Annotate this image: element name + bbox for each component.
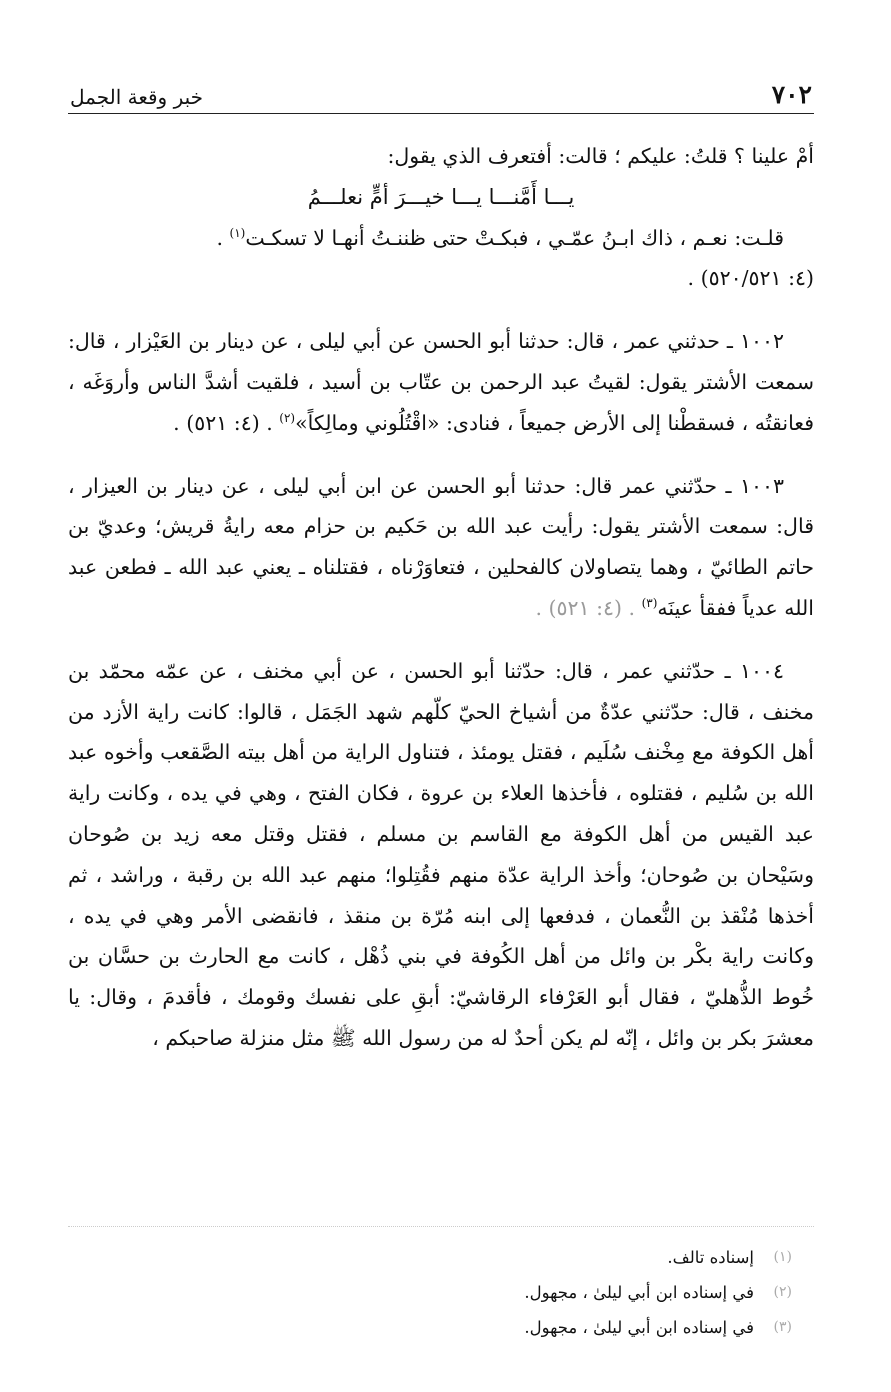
footnote-ref: (١) — [229, 225, 246, 240]
footnote — [68, 1240, 814, 1275]
paragraph-1004 — [68, 651, 814, 1059]
footnote-divider — [68, 1226, 814, 1228]
text-line: أمْ علينا ؟ قلتُ: عليكم ؛ قالت: أفتعرف الذي يقول: — [387, 144, 814, 168]
page-number: ٧٠٢ — [771, 80, 812, 109]
footnote-mark: (١) — [773, 1249, 792, 1265]
paragraph-1002 — [68, 321, 814, 443]
paragraph — [68, 218, 814, 300]
footnotes — [68, 1226, 814, 1345]
paragraph-text: ١٠٠٣ ـ حدّثني عمر قال: حدثنا أبو الحسن عن ابن أبي ليلى ، عن دينار بن العيزار ، قال: سمعت الأشتر يقول: رأيت عبد الله بن حَكيم بن حزام معه رايةُ قريش؛ وعديّ بن حاتم الطائيّ ، وهما يتصاولان كالفحلين ، فتعاوَرْناه ، فقتلناه ـ يعني عبد الله ـ فطعن عبد الله عدياً ففقأ عينَه — [68, 473, 814, 620]
paragraph-text: ١٠٠٤ ـ حدّثني عمر ، قال: حدّثنا أبو الحسن ، عن أبي مخنف ، عن عمّه محمّد بن مخنف ، قال: حدّثني عدّةٌ من أشياخ الحيّ كلّهم شهد الجَمَل ، قالوا: كانت راية الأزد من أهل الكوفة مع مِخْنف سُلَيم ، فقتل يومئذ ، فتناول الراية من أهل بيته الصَّقعب وأخوه عبد الله بن سُليم ، فقتلوه ، فأخذها العلاء بن عروة ، فكان الفتح ، وهي في يده ، وكانت راية عبد القيس من أهل الكوفة مع القاسم بن مسلم ، فقتل وقتل معه زيد بن صُوحان وسَيْحان بن صُوحان؛ وأخذ الراية عدّة منهم فقُتِلوا؛ منهم عبد الله بن رقبة ، وراشد ، ثم أخذها مُنْقذ بن النُّعمان ، فدفعها إلى ابنه مُرّة بن منقذ ، فانقضى الأمر وهي في يده ، وكانت راية بكْر بن وائل من أهل الكُوفة في بني ذُهْل ، كانت مع الحارث بن حسَّان بن خُوط الذُّهليّ ، فقال أبو العَرْفاء الرقاشيّ: أبقِ على نفسك وقومك ، فأقدمَ ، وقال: يا معشرَ بكر بن وائل ، إنّه لم يكن أحدٌ له من رسول الله ﷺ مثل منزلة صاحبكم ، — [68, 658, 814, 1050]
citation: . (٤: ٥٢١) . — [173, 410, 273, 435]
verse-line: يـــا أَمَّنـــا يـــا خيـــرَ أمٍّ نعلـــمُ — [307, 184, 575, 209]
footnote-mark: (٢) — [773, 1284, 792, 1300]
footnote-text: في إسناده ابن أبي ليلىٰ ، مجهول. — [524, 1283, 754, 1302]
text-line: . — [216, 225, 223, 250]
paragraph — [68, 136, 814, 177]
paragraph-1003 — [68, 466, 814, 629]
footnote-ref: (٢) — [279, 410, 296, 425]
page-header — [68, 78, 814, 114]
book-page — [68, 78, 814, 1059]
text-line: قلـت: نعـم ، ذاك ابـنُ عمّـي ، فبكـتْ حتى ظننـتُ أنهـا لا تسكـت — [245, 225, 784, 250]
footnote-text: إسناده تالف. — [667, 1248, 754, 1267]
running-title: خبر وقعة الجمل — [70, 85, 204, 109]
footnote — [68, 1310, 814, 1345]
page-body — [68, 136, 814, 1059]
paragraph-text: ١٠٠٢ ـ حدثني عمر ، قال: حدثنا أبو الحسن عن أبي ليلى ، عن دينار بن العَيْزار ، قال: سمعت الأشتر يقول: لقيتُ عبد الرحمن بن عتّاب بن أسيد ، فلقيت أشدَّ الناس وأروَغَه ، فعانقتُه ، فسقطْنا إلى الأرض جميعاً ، فنادى: «اقْتُلُوني ومالِكاً» — [68, 329, 814, 435]
citation: . (٤: ٥٢١) . — [535, 595, 636, 620]
footnote — [68, 1275, 814, 1310]
citation: (٤: ٥٢٠/٥٢١) . — [687, 266, 814, 291]
footnote-mark: (٣) — [773, 1319, 792, 1335]
footnote-text: في إسناده ابن أبي ليلىٰ ، مجهول. — [524, 1318, 754, 1337]
footnote-ref: (٣) — [641, 596, 658, 611]
